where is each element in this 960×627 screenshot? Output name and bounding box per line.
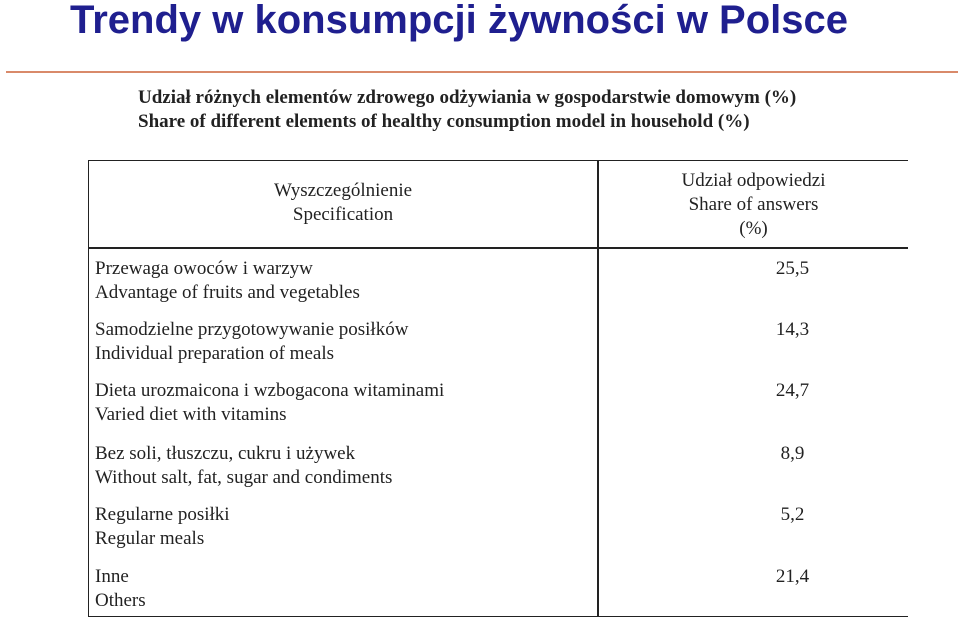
header-share-unit: (%)	[739, 218, 768, 239]
row-label	[95, 379, 444, 427]
row-label-pl: Przewaga owoców i warzyw	[95, 258, 313, 279]
row-label	[95, 257, 360, 305]
row-value: 14,3	[775, 319, 810, 340]
title-divider	[6, 71, 958, 73]
row-value: 8,9	[780, 443, 805, 464]
header-share	[599, 169, 908, 241]
table-row	[89, 442, 908, 504]
row-value: 24,7	[775, 380, 810, 401]
row-label-en: Individual preparation of meals	[95, 343, 335, 364]
row-label-en: Without salt, fat, sugar and condiments	[95, 467, 393, 488]
header-divider	[89, 247, 908, 249]
table-row	[89, 318, 908, 380]
table-caption	[138, 86, 796, 134]
row-label-pl: Samodzielne przygotowywanie posiłków	[95, 319, 409, 340]
row-label	[95, 442, 392, 490]
row-label-pl: Regularne posiłki	[95, 504, 230, 525]
header-share-en: Share of answers	[688, 194, 819, 215]
row-label-pl: Dieta urozmaicona i wzbogacona witaminami	[95, 380, 445, 401]
table-row	[89, 379, 908, 441]
table-row	[89, 257, 908, 319]
table-row	[89, 565, 908, 627]
row-label-en: Varied diet with vitamins	[95, 404, 287, 425]
caption-polish: Udział różnych elementów zdrowego odżywiania w gospodarstwie domowym (%)	[138, 87, 797, 108]
row-label-en: Regular meals	[95, 528, 205, 549]
data-table	[88, 160, 908, 617]
row-label-pl: Bez soli, tłuszczu, cukru i używek	[95, 443, 356, 464]
page-title: Trendy w konsumpcji żywności w Polsce	[70, 0, 849, 42]
row-label-en: Others	[95, 590, 146, 611]
table-row	[89, 503, 908, 565]
row-label	[95, 503, 230, 551]
row-value: 21,4	[775, 566, 810, 587]
row-label-pl: Inne	[95, 566, 129, 587]
row-value: 5,2	[780, 504, 805, 525]
header-specification	[89, 179, 597, 227]
header-spec-pl: Wyszczególnienie	[273, 180, 413, 201]
header-share-pl: Udział odpowiedzi	[681, 170, 826, 191]
row-label	[95, 318, 408, 366]
caption-english: Share of different elements of healthy consumption model in household (%)	[138, 111, 750, 132]
row-label-en: Advantage of fruits and vegetables	[95, 282, 360, 303]
header-spec-en: Specification	[292, 204, 394, 225]
row-label	[95, 565, 146, 613]
row-value: 25,5	[775, 258, 810, 279]
